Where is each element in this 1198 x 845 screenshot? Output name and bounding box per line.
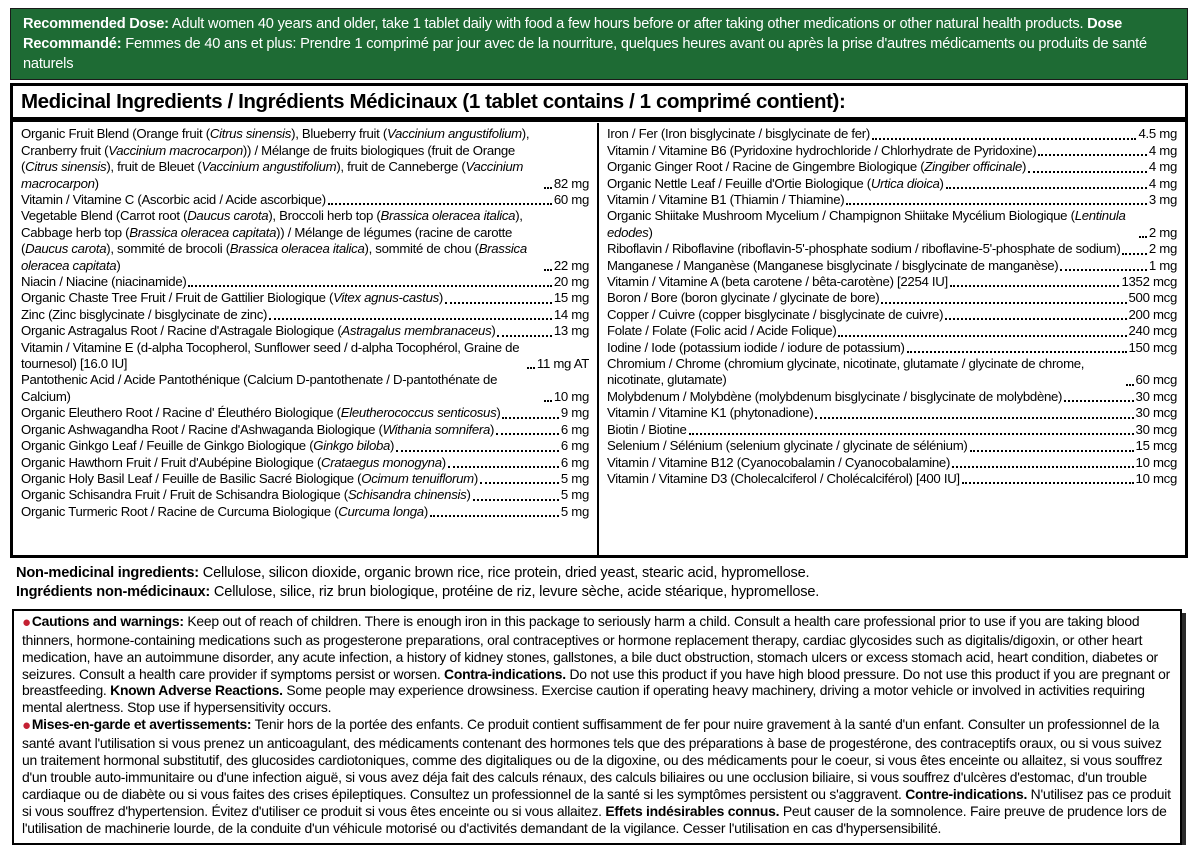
ingredient-entry [607, 323, 1177, 339]
ingredient-name: Organic Holy Basil Leaf / Feuille de Basilic Sacré Biologique (Ocimum tenuiflorum) [21, 470, 478, 486]
ingredient-entry [21, 471, 589, 487]
ingredient-entry [607, 471, 1177, 487]
ingredient-entry [21, 274, 589, 290]
dot-leader [430, 515, 559, 517]
ingredient-name: Organic Shiitake Mushroom Mycelium / Champignon Shiitake Mycélium Biologique (Lentinula edodes) [607, 208, 1126, 240]
ingredient-entry [21, 372, 589, 405]
dot-leader [952, 466, 1133, 468]
ingredient-amount: 82 mg [553, 175, 589, 191]
ingredient-entry [21, 504, 589, 520]
ingredient-amount: 1 mg [1148, 257, 1177, 273]
ingredient-entry [21, 340, 589, 373]
ingredient-name: Vitamin / Vitamine B6 (Pyridoxine hydrochloride / Chlorhydrate de Pyridoxine) [607, 142, 1037, 158]
ingredient-entry [607, 208, 1177, 241]
dot-leader [1064, 400, 1133, 402]
cautions-en-paragraph [22, 613, 1172, 716]
non-medicinal-section [16, 564, 1184, 600]
ingredient-name: Vitamin / Vitamine D3 (Cholecalciferol / Cholécalciférol) [400 IU] [607, 470, 960, 486]
ingredient-entry [607, 356, 1177, 389]
ingredient-amount: 6 mg [560, 454, 589, 470]
ingredient-entry [607, 455, 1177, 471]
ingredient-amount: 10 mcg [1135, 454, 1177, 470]
cautions-warnings-box [12, 609, 1182, 845]
dot-leader [502, 417, 558, 419]
ingredient-amount: 4 mg [1148, 175, 1177, 191]
ingredient-amount: 14 mg [553, 306, 589, 322]
ingredient-amount: 2 mg [1148, 241, 1177, 257]
title-divider-rule [13, 117, 1185, 122]
ingredient-name: Biotin / Biotine [607, 421, 687, 437]
ingredient-amount: 2 mg [1148, 224, 1177, 240]
ingredient-name: Riboflavin / Riboflavine (riboflavin-5'-phosphate sodium / riboflavine-5'-phosphate de sodium) [607, 241, 1121, 257]
dot-leader [544, 269, 552, 271]
ingredient-entry [607, 159, 1177, 175]
ingredients-columns [13, 123, 1185, 555]
dot-leader [1126, 384, 1134, 386]
dot-leader [907, 351, 1127, 353]
dot-leader [497, 335, 551, 337]
ingredient-entry [21, 323, 589, 339]
recommended-dose-text: Recommended Dose: Adult women 40 years and older, take 1 tablet daily with food a few hours before or after taking other medications or other natural health products. Dose Recommandé: Femmes de 40 ans et plus: Prendre 1 comprimé par jour avec de la nourriture, quelques heures avant ou après la prise d'autres médicaments ou produits de santé naturels [23, 16, 1147, 73]
ingredient-entry [607, 340, 1177, 356]
recommended-dose-banner [10, 8, 1188, 80]
dot-leader [846, 203, 1147, 205]
ingredient-amount: 30 mcg [1135, 405, 1177, 421]
ingredient-name: Organic Astragalus Root / Racine d'Astragale Biologique (Astragalus membranaceus) [21, 323, 496, 339]
ingredient-amount: 30 mcg [1135, 421, 1177, 437]
dot-leader [480, 482, 559, 484]
ingredient-name: Iodine / Iode (potassium iodide / iodure de potassium) [607, 339, 905, 355]
dot-leader [881, 302, 1126, 304]
ingredient-amount: 60 mcg [1135, 372, 1177, 388]
ingredient-entry [607, 422, 1177, 438]
ingredient-amount: 30 mcg [1135, 388, 1177, 404]
ingredient-amount: 5 mg [560, 503, 589, 519]
dot-leader [815, 417, 1133, 419]
ingredients-column-right [599, 123, 1185, 555]
ingredient-entry [607, 241, 1177, 257]
cautions-fr-text: Mises-en-garde et avertissements: Tenir hors de la portée des enfants. Ce produit contient suffisamment de fer pour nuire gravement à la santé d'un enfant. Consulter un professionnel de la santé avant l'utilisation si vous prenez un anticoagulant, des médicaments contenant des hormones tels que des préparations à base de progestérone, des contraceptifs oraux, ou si vous suivez un traitement hormonal substitutif, des glucosides cardiotoniques, comme des digitaliques ou de la digoxine, ou des médicaments pour le coeur, si vous êtes enceinte ou allaitez, si vous souffrez d'un trouble auto-immunitaire ou d'une infection aiguë, si vous avez déja fait des calculs rénaux, des calculs biliaires ou une occlusion biliaire, si vous souffrez d'ulcères d'estomac, d'un trouble cardiaque ou de diabète ou si vous faites des crises épileptiques. Consultez un professionnel de la santé si les symptômes persistent ou s'aggravent. Contre-indications. N'utilisez pas ce produit si vous souffrez d'hypertension. Évitez d'utiliser ce produit si vous êtes enceinte ou si vous allaitez. Effets indésirables connus. Peut causer de la somnolence. Faire preuve de prudence lors de l'utilisation de machinerie lourde, de la conduite d'un véhicule motorisé ou d'activités demandant de la vigilance. Cesser l'utilisation en cas d'hypersensibilité. [22, 716, 1171, 836]
ingredient-name: Copper / Cuivre (copper bisglycinate / bisglycinate de cuivre) [607, 306, 944, 322]
dot-leader [950, 285, 1120, 287]
dot-leader [962, 482, 1134, 484]
dot-leader [1028, 171, 1147, 173]
dot-leader [328, 203, 552, 205]
ingredient-amount: 13 mg [553, 323, 589, 339]
ingredient-name: Organic Hawthorn Fruit / Fruit d'Aubépine Biologique (Crataegus monogyna) [21, 454, 446, 470]
ingredient-name: Vitamin / Vitamine E (d-alpha Tocopherol, Sunflower seed / d-alpha Tocophérol, Graine de tournesol) [16.0 IU] [21, 339, 520, 372]
ingredient-entry [21, 126, 589, 192]
non-medicinal-fr: Ingrédients non-médicinaux: Cellulose, silice, riz brun biologique, protéine de riz, levure sèche, acide stéarique, hypromellose. [16, 583, 820, 600]
ingredient-amount: 22 mg [553, 257, 589, 273]
dot-leader [1038, 154, 1146, 156]
ingredient-name: Iron / Fer (Iron bisglycinate / bisglycinate de fer) [607, 126, 870, 142]
ingredient-entry [607, 176, 1177, 192]
ingredient-entry [21, 192, 589, 208]
ingredient-amount: 20 mg [553, 274, 589, 290]
dot-leader [1139, 236, 1147, 238]
ingredient-entry [607, 258, 1177, 274]
dot-leader [970, 450, 1134, 452]
non-medicinal-en: Non-medicinal ingredients: Cellulose, silicon dioxide, organic brown rice, rice protein, dried yeast, stearic acid, hypromellose. [16, 565, 810, 582]
dot-leader [269, 318, 552, 320]
dot-leader [1060, 269, 1146, 271]
ingredient-amount: 15 mcg [1135, 438, 1177, 454]
medicinal-ingredients-panel [10, 83, 1188, 558]
dot-leader [527, 367, 535, 369]
ingredient-name: Vitamin / Vitamine B1 (Thiamin / Thiamine) [607, 192, 845, 207]
ingredient-entry [21, 438, 589, 454]
ingredient-name: Molybdenum / Molybdène (molybdenum bisglycinate / bisglycinate de molybdène) [607, 388, 1063, 404]
ingredient-amount: 6 mg [560, 438, 589, 454]
ingredient-amount: 4.5 mg [1138, 126, 1177, 142]
ingredient-amount: 4 mg [1148, 159, 1177, 175]
ingredient-entry [607, 290, 1177, 306]
ingredient-name: Chromium / Chrome (chromium glycinate, nicotinate, glutamate / glycinate de chrome, nicotinate, glutamate) [607, 356, 1085, 388]
ingredient-name: Manganese / Manganèse (Manganese bisglycinate / bisglycinate de manganèse) [607, 257, 1059, 273]
dot-leader [473, 499, 559, 501]
ingredient-name: Organic Eleuthero Root / Racine d' Éleuthéro Biologique (Eleutherococcus senticosus) [21, 405, 501, 421]
ingredient-entry [607, 405, 1177, 421]
ingredient-name: Organic Ginger Root / Racine de Gingembre Biologique (Zingiber officinale) [607, 159, 1027, 175]
ingredient-amount: 200 mcg [1128, 306, 1177, 322]
ingredient-name: Selenium / Sélénium (selenium glycinate / glycinate de sélénium) [607, 438, 968, 454]
dot-leader [448, 466, 559, 468]
ingredient-entry [21, 290, 589, 306]
ingredient-name: Vitamin / Vitamine K1 (phytonadione) [607, 405, 814, 421]
ingredient-entry [607, 389, 1177, 405]
ingredient-name: Niacin / Niacine (niacinamide) [21, 274, 187, 290]
dot-leader [544, 400, 552, 402]
dot-leader [872, 138, 1137, 140]
ingredient-amount: 500 mcg [1128, 290, 1177, 306]
ingredient-amount: 9 mg [560, 405, 589, 421]
ingredient-name: Organic Ashwagandha Root / Racine d'Ashwaganda Biologique (Withania somnifera) [21, 421, 495, 437]
ingredient-name: Organic Fruit Blend (Orange fruit (Citrus sinensis), Blueberry fruit (Vaccinium angustifolium), Cranberry fruit (Vaccinium macrocarpon)) / Mélange de fruits biologiques (fruit de Orange (Citrus sinensis), fruit de Bleuet (Vaccinium angustifolium), fruit de Canneberge (Vaccinium macrocarpon) [21, 126, 530, 191]
ingredient-entry [21, 487, 589, 503]
dot-leader [445, 302, 552, 304]
ingredient-entry [607, 438, 1177, 454]
ingredient-name: Boron / Bore (boron glycinate / glycinate de bore) [607, 290, 880, 306]
ingredient-entry [21, 455, 589, 471]
ingredient-amount: 11 mg AT [536, 356, 589, 372]
ingredient-name: Vitamin / Vitamine B12 (Cyanocobalamin / Cyanocobalamine) [607, 454, 951, 470]
ingredient-name: Vitamin / Vitamine C (Ascorbic acid / Acide ascorbique) [21, 192, 326, 207]
ingredient-entry [607, 307, 1177, 323]
ingredient-name: Organic Nettle Leaf / Feuille d'Ortie Biologique (Urtica dioica) [607, 175, 944, 191]
ingredient-entry [607, 274, 1177, 290]
panel-title: Medicinal Ingredients / Ingrédients Médicinaux (1 tablet contains / 1 comprimé contient): [21, 90, 846, 114]
dot-leader [1122, 253, 1146, 255]
ingredient-name: Organic Ginkgo Leaf / Feuille de Ginkgo Biologique (Ginkgo biloba) [21, 438, 395, 454]
warning-bullet-icon: ● [22, 717, 31, 735]
cautions-en-text: Cautions and warnings: Keep out of reach of children. There is enough iron in this package to seriously harm a child. Consult a health care professional prior to use if you are taking blood thinners, hormone-containing medications such as progesterone preparations, oral contraceptives or hormone replacement therapy, cardiac glycosides such as digitalis/digoxin, or other heart medication, have an autoimmune disorder, any acute infection, a history of kidney stones, gallstones, a bile duct obstruction, stomach ulcers or excess stomach acid, heart condition, diabetes or seizures. Consult a health care provider if symptoms persist or worsen. Contra-indications. Do not use this product if you have high blood pressure. Do not use this product if you are pregnant or breastfeeding. Known Adverse Reactions. Some people may experience drowsiness. Exercise caution if operating heavy machinery, driving a motor vehicle or involved in activities requiring mental alertness. Stop use if hypersensitivity occurs. [22, 612, 1170, 716]
dot-leader [945, 318, 1126, 320]
dot-leader [838, 335, 1126, 337]
ingredient-name: Organic Chaste Tree Fruit / Fruit de Gattilier Biologique (Vitex agnus-castus) [21, 290, 443, 306]
ingredient-entry [21, 307, 589, 323]
ingredient-name: Zinc (Zinc bisglycinate / bisglycinate de zinc) [21, 306, 268, 322]
ingredient-name: Pantothenic Acid / Acide Pantothénique (Calcium D-pantothenate / D-pantothénate de Calcium) [21, 372, 498, 404]
cautions-fr-paragraph [22, 716, 1172, 836]
ingredient-amount: 15 mg [553, 290, 589, 306]
ingredient-entry [21, 208, 589, 274]
ingredient-entry [607, 192, 1177, 208]
ingredient-amount: 10 mcg [1135, 470, 1177, 486]
ingredient-name: Organic Schisandra Fruit / Fruit de Schisandra Biologique (Schisandra chinensis) [21, 487, 471, 503]
ingredients-column-left [13, 123, 599, 555]
ingredient-name: Organic Turmeric Root / Racine de Curcuma Biologique (Curcuma longa) [21, 503, 428, 519]
ingredient-name: Vegetable Blend (Carrot root (Daucus carota), Broccoli herb top (Brassica oleracea italica), Cabbage herb top (Brassica oleracea capitata)) / Mélange de légumes (racine de carotte (Daucus carota), sommité de brocoli (Brassica oleracea italica), sommité de chou (Brassica oleracea capitata) [21, 208, 527, 273]
ingredient-amount: 150 mcg [1128, 339, 1177, 355]
dot-leader [689, 433, 1134, 435]
dot-leader [544, 187, 552, 189]
ingredient-amount: 5 mg [560, 487, 589, 503]
ingredient-amount: 60 mg [553, 192, 589, 207]
ingredient-name: Vitamin / Vitamine A (beta carotene / bêta-carotène) [2254 IU] [607, 274, 948, 290]
ingredient-amount: 1352 mcg [1121, 274, 1177, 290]
ingredient-amount: 6 mg [560, 421, 589, 437]
ingredient-amount: 3 mg [1148, 192, 1177, 207]
ingredient-name: Folate / Folate (Folic acid / Acide Folique) [607, 323, 837, 339]
ingredient-entry [607, 143, 1177, 159]
ingredient-amount: 4 mg [1148, 142, 1177, 158]
warning-bullet-icon: ● [22, 613, 31, 631]
ingredient-amount: 10 mg [553, 388, 589, 404]
ingredient-entry [607, 126, 1177, 142]
dot-leader [396, 450, 559, 452]
ingredient-amount: 240 mcg [1128, 323, 1177, 339]
dot-leader [946, 187, 1147, 189]
ingredient-amount: 5 mg [560, 470, 589, 486]
ingredient-entry [21, 422, 589, 438]
dot-leader [496, 433, 559, 435]
ingredient-entry [21, 405, 589, 421]
dot-leader [188, 285, 551, 287]
